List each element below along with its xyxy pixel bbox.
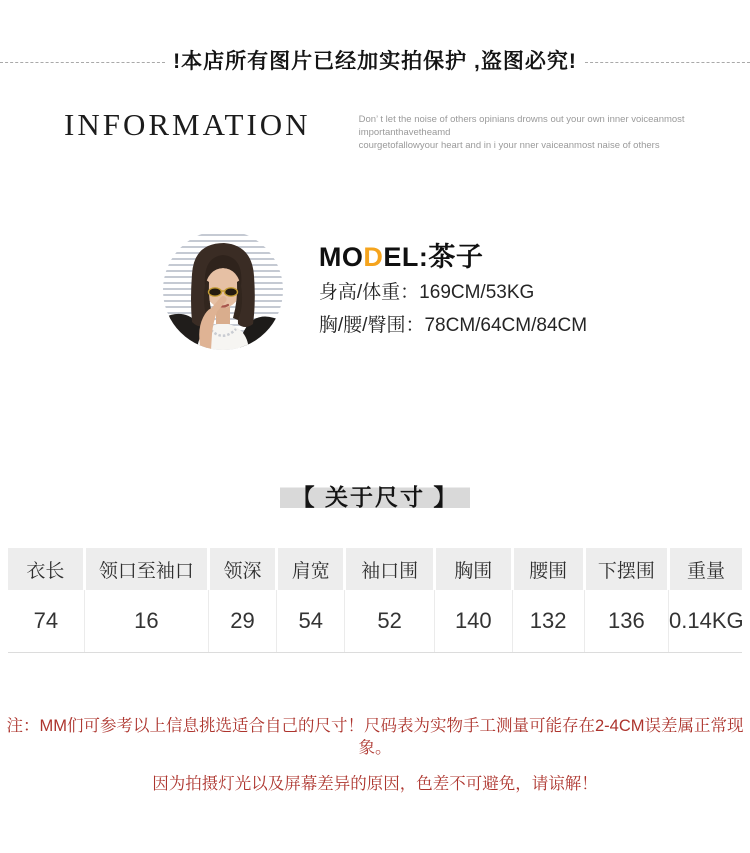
disclaimer-line-1: 注：MM们可参考以上信息挑选适合自己的尺寸！尺码表为实物手工测量可能存在2-4CM误差属正常现象。 (6, 716, 744, 757)
dashed-divider-left (0, 62, 165, 63)
model-measurements: 胸/腰/臀围：78CM/64CM/84CM (318, 315, 588, 336)
anti-theft-text: !本店所有图片已经加实拍保护 ,盗图必究! (173, 50, 577, 73)
value-cell-hem-circumference: 136 (584, 590, 668, 652)
value-cell-neck-depth: 29 (208, 590, 276, 652)
size-table (8, 548, 742, 653)
value-cell-waist: 132 (512, 590, 584, 652)
header-cell-cuff-circumference: 袖口围 (345, 548, 435, 590)
dashed-divider-right (585, 62, 750, 63)
disclaimer-notes (0, 715, 750, 795)
header-cell-bust: 胸围 (434, 548, 512, 590)
header-cell-garment-length: 衣长 (8, 548, 84, 590)
value-cell-weight: 0.14KG (669, 590, 742, 652)
disclaimer-line-2: 因为拍摄灯光以及屏幕差异的原因，色差不可避免，请谅解！ (152, 774, 598, 793)
value-cell-cuff-circumference: 52 (345, 590, 435, 652)
model-name-part: MO (318, 242, 364, 272)
model-name-part: EL:茶子 (383, 242, 484, 272)
header-cell-weight: 重量 (669, 548, 742, 590)
model-section (0, 230, 750, 350)
header-cell-waist: 腰围 (512, 548, 584, 590)
model-photo-illustration (163, 230, 283, 350)
header-cell-shoulder-width: 肩宽 (277, 548, 345, 590)
header-cell-hem-circumference: 下摆围 (584, 548, 668, 590)
anti-theft-banner (0, 0, 750, 76)
header-cell-neck-depth: 领深 (208, 548, 276, 590)
header-cell-collar-to-cuff: 领口至袖口 (84, 548, 208, 590)
information-section (0, 106, 750, 152)
size-section-title: 【 关于尺寸 】 (280, 482, 471, 512)
model-photo (163, 230, 283, 350)
size-table-value-row (8, 590, 742, 652)
size-section-header (0, 482, 750, 512)
value-cell-garment-length: 74 (8, 590, 84, 652)
information-subtitle (359, 113, 708, 152)
model-name-accent-letter: D (363, 242, 384, 272)
model-details (319, 242, 587, 338)
size-table-header-row (8, 548, 742, 590)
model-height-weight: 身高/体重：169CM/53KG (318, 282, 535, 303)
value-cell-shoulder-width: 54 (277, 590, 345, 652)
value-cell-bust: 140 (434, 590, 512, 652)
value-cell-collar-to-cuff: 16 (84, 590, 208, 652)
model-name (319, 242, 587, 272)
information-subtitle-line-1: Don’ t let the noise of others opinians drowns out your own inner voiceanmost importanthavetheamd (358, 114, 685, 138)
information-title: INFORMATION (64, 107, 311, 142)
information-subtitle-line-2: courgetofallowyour heart and in i your nner vaiceanmost naise of others (358, 140, 660, 151)
